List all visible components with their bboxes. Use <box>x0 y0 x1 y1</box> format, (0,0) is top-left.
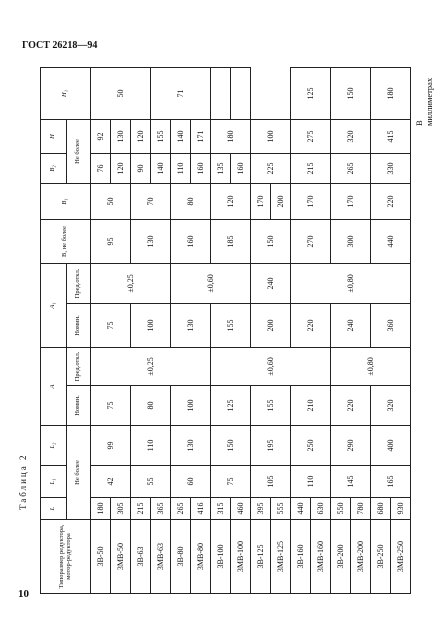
table-cell: 415 <box>371 119 411 153</box>
table-cell: 320 <box>371 386 411 426</box>
col-B1-header: B₁ <box>41 183 91 219</box>
dimensions-table <box>40 67 411 594</box>
table-cell: 270 <box>291 219 331 263</box>
table-cell: 92 <box>91 119 111 153</box>
col-B2-header: B₂ <box>41 153 67 183</box>
table-label: Таблица 2 <box>18 453 28 510</box>
table-cell: 460 <box>231 498 251 520</box>
table-cell: 150 <box>331 67 371 119</box>
table-cell: ±0,60 <box>211 347 331 385</box>
table-cell: 120 <box>211 183 251 219</box>
table-cell: 440 <box>371 219 411 263</box>
table-cell: 3МВ-250 <box>391 520 411 594</box>
table-cell: 170 <box>251 183 271 219</box>
table-cell: 130 <box>111 119 131 153</box>
table-cell: 100 <box>251 119 291 153</box>
table-cell: 110 <box>171 153 191 183</box>
table-cell: 550 <box>331 498 351 520</box>
table-cell: 140 <box>151 153 171 183</box>
table-cell: 3МВ-160 <box>311 520 331 594</box>
table-cell: 170 <box>291 183 331 219</box>
table-cell: 275 <box>291 119 331 153</box>
table-cell: 155 <box>251 386 291 426</box>
table-cell: 215 <box>291 153 331 183</box>
table-cell: 555 <box>271 498 291 520</box>
col-A1-header: A₁ <box>41 263 67 347</box>
col-B2-H-ne-bolee: Не более <box>67 119 91 183</box>
table-cell: 305 <box>111 498 131 520</box>
table-cell: ±0,80 <box>331 347 411 385</box>
col-A-header: A <box>41 347 67 425</box>
table-cell: 155 <box>211 303 251 347</box>
table-cell: 300 <box>331 219 371 263</box>
table-cell: 50 <box>91 183 131 219</box>
table-cell: 3В-250 <box>371 520 391 594</box>
table-cell: 265 <box>331 153 371 183</box>
table-cell: 160 <box>231 153 251 183</box>
table-cell: 55 <box>131 466 171 498</box>
table-cell: 3МВ-200 <box>351 520 371 594</box>
table-cell: 42 <box>91 466 131 498</box>
col-L2-header: L₂ <box>41 426 67 466</box>
table-cell: 160 <box>171 219 211 263</box>
table-cell: 90 <box>131 153 151 183</box>
table-cell: 155 <box>151 119 171 153</box>
table-cell: 75 <box>91 386 131 426</box>
table-cell: 160 <box>191 153 211 183</box>
col-H1-header: H₁ <box>41 67 91 119</box>
table-cell: 99 <box>91 426 131 466</box>
units-label: В миллиметрах <box>414 77 434 126</box>
table-cell: 220 <box>331 386 371 426</box>
table-cell: 145 <box>331 466 371 498</box>
rotated-table-wrapper <box>40 68 406 594</box>
page-number: 10 <box>18 588 29 600</box>
table-cell: 250 <box>291 426 331 466</box>
table-cell: 71 <box>151 67 211 119</box>
table-cell: 125 <box>291 67 331 119</box>
table-cell: 416 <box>191 498 211 520</box>
table-cell: 3В-50 <box>91 520 111 594</box>
table-cell: 150 <box>211 426 251 466</box>
table-cell: 95 <box>91 219 131 263</box>
col-type-header: Типоразмер редуктора, мотор-редуктора <box>41 520 91 594</box>
col-A-pred: Пред.откл. <box>67 347 91 385</box>
table-cell: 100 <box>171 386 211 426</box>
table-cell: 3В-100 <box>211 520 231 594</box>
table-cell: 315 <box>211 498 231 520</box>
table-cell: 3В-160 <box>291 520 311 594</box>
table-cell: 3МВ-125 <box>271 520 291 594</box>
table-cell: 330 <box>371 153 411 183</box>
table-cell: 220 <box>371 183 411 219</box>
table-cell: 130 <box>131 219 171 263</box>
table-cell: ±0,60 <box>171 263 251 303</box>
col-L1-header: L₁ <box>41 466 67 498</box>
table-cell: 165 <box>371 466 411 498</box>
col-L-ne-bolee: Не более <box>67 426 91 520</box>
table-cell: 680 <box>371 498 391 520</box>
table-cell: 3МВ-63 <box>151 520 171 594</box>
table-cell: 135 <box>211 153 231 183</box>
table-cell: 170 <box>331 183 371 219</box>
table-cell: 110 <box>291 466 331 498</box>
table-cell: 225 <box>251 153 291 183</box>
table-cell: 100 <box>131 303 171 347</box>
table-cell: 3В-63 <box>131 520 151 594</box>
table-cell: 200 <box>271 183 291 219</box>
table-cell: 240 <box>251 263 291 303</box>
table-cell: 440 <box>291 498 311 520</box>
table-cell: 3В-80 <box>171 520 191 594</box>
col-A1-pred: Пред.откл. <box>67 263 91 303</box>
table-cell: 80 <box>171 183 211 219</box>
table-cell: 50 <box>91 67 151 119</box>
table-cell: 265 <box>171 498 191 520</box>
table-cell <box>231 67 251 119</box>
table-cell: 185 <box>211 219 251 263</box>
table-cell: 130 <box>171 303 211 347</box>
table-cell: 240 <box>331 303 371 347</box>
table-cell <box>211 67 231 119</box>
col-H-header: H <box>41 119 67 153</box>
table-cell: 400 <box>371 426 411 466</box>
table-cell: 150 <box>251 219 291 263</box>
table-cell: 210 <box>291 386 331 426</box>
col-A1-nomin: Номин. <box>67 303 91 347</box>
table-cell: 75 <box>91 303 131 347</box>
table-cell: 120 <box>131 119 151 153</box>
table-cell: ±0,25 <box>91 263 171 303</box>
table-cell: 360 <box>371 303 411 347</box>
table-cell: 180 <box>91 498 111 520</box>
table-cell: 395 <box>251 498 271 520</box>
table-cell: 290 <box>331 426 371 466</box>
document-header: ГОСТ 26218—94 <box>22 40 98 51</box>
table-cell: 220 <box>291 303 331 347</box>
table-cell: 930 <box>391 498 411 520</box>
table-cell: 76 <box>91 153 111 183</box>
col-A-nomin: Номин. <box>67 386 91 426</box>
table-cell: 140 <box>171 119 191 153</box>
table-cell: 3В-200 <box>331 520 351 594</box>
table-cell: 120 <box>111 153 131 183</box>
table-cell: 630 <box>311 498 331 520</box>
table-cell: 3В-125 <box>251 520 271 594</box>
table-cell: ±0,25 <box>91 347 211 385</box>
table-cell: 125 <box>211 386 251 426</box>
table-cell: 215 <box>131 498 151 520</box>
table-cell: 80 <box>131 386 171 426</box>
table-cell: 200 <box>251 303 291 347</box>
col-B-header: B, не более <box>41 219 91 263</box>
table-cell: 320 <box>331 119 371 153</box>
table-cell: 3МВ-80 <box>191 520 211 594</box>
table-cell: 105 <box>251 466 291 498</box>
table-cell: 3МВ-100 <box>231 520 251 594</box>
table-cell: 180 <box>371 67 411 119</box>
table-cell: 130 <box>171 426 211 466</box>
table-cell: 180 <box>211 119 251 153</box>
table-cell: 171 <box>191 119 211 153</box>
table-cell: ±0,80 <box>291 263 411 303</box>
table-cell: 110 <box>131 426 171 466</box>
table-cell: 3МВ-50 <box>111 520 131 594</box>
table-cell: 70 <box>131 183 171 219</box>
table-cell: 365 <box>151 498 171 520</box>
col-L-header: L <box>41 498 67 520</box>
table-cell: 75 <box>211 466 251 498</box>
table-cell: 60 <box>171 466 211 498</box>
table-cell: 195 <box>251 426 291 466</box>
table-cell: 780 <box>351 498 371 520</box>
